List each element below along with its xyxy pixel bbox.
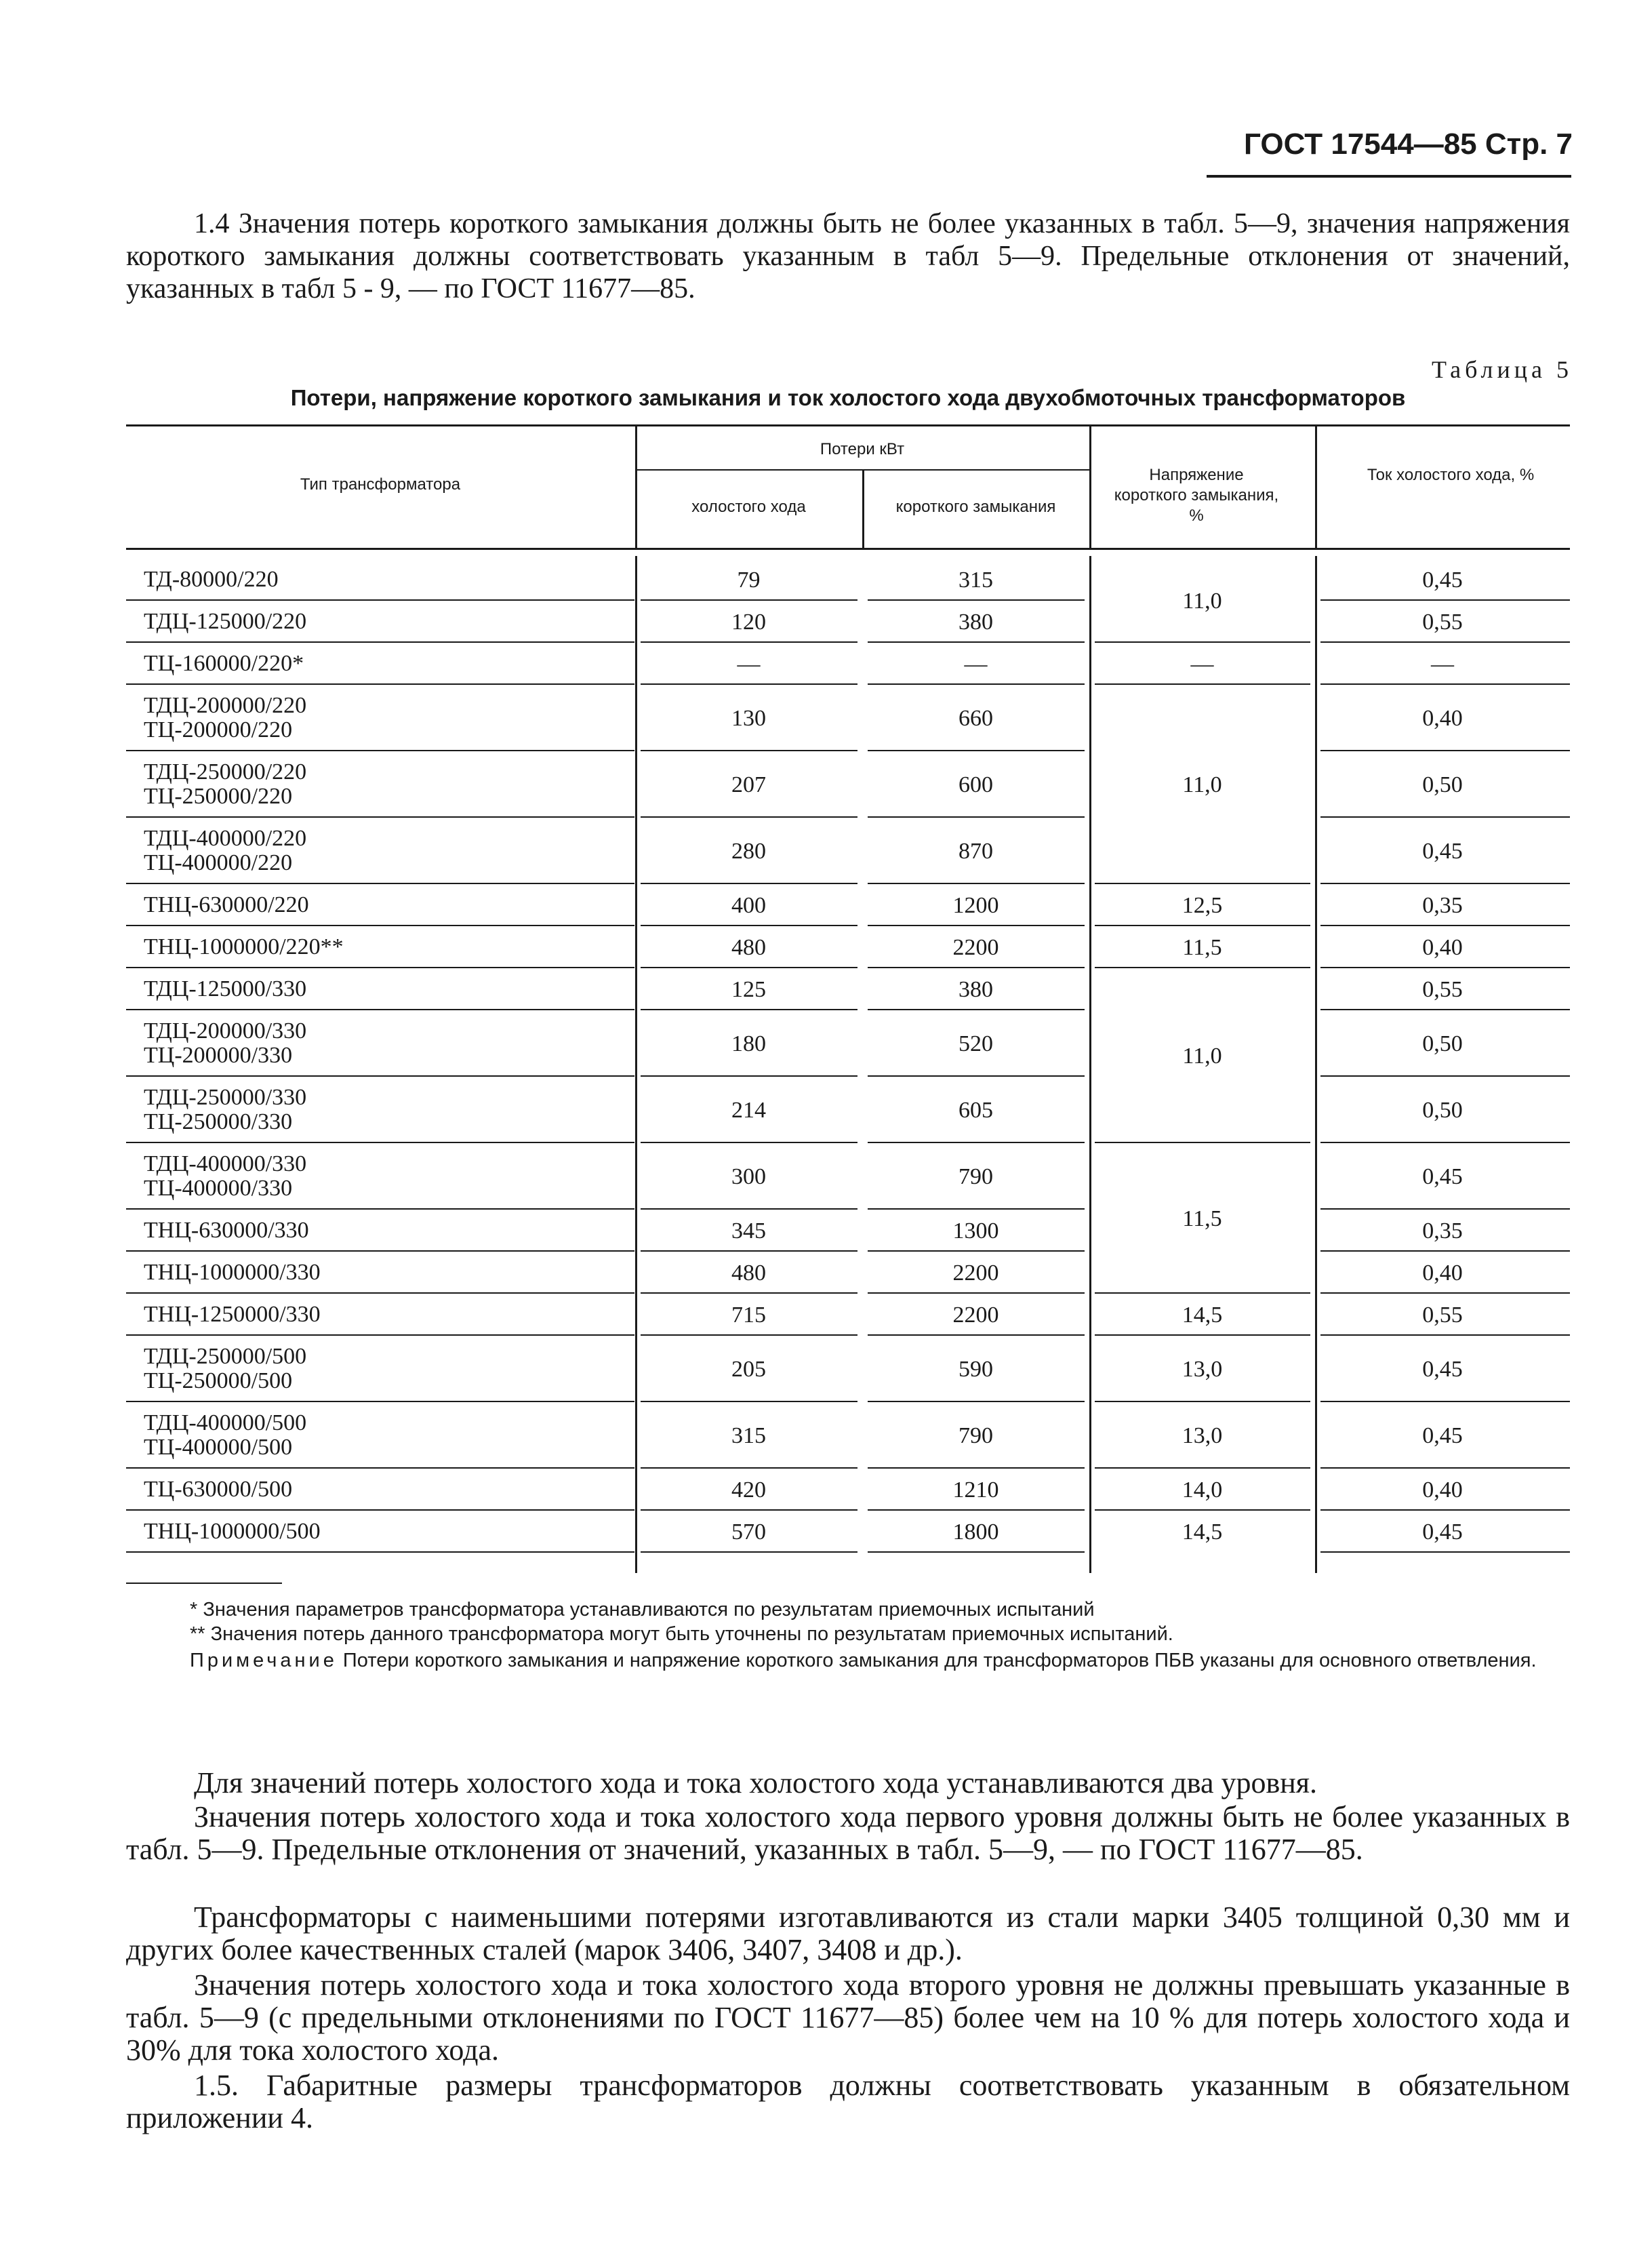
row-rule bbox=[1320, 1551, 1570, 1553]
row-type: ТНЦ-1000000/500 bbox=[144, 1519, 321, 1544]
row-short-loss: 380 bbox=[958, 977, 993, 1002]
row-rule bbox=[868, 1551, 1085, 1553]
row-rule bbox=[641, 1509, 857, 1511]
row-rule bbox=[126, 1142, 634, 1143]
row-rule bbox=[1320, 641, 1570, 643]
row-idle-current: 0,50 bbox=[1422, 772, 1463, 797]
page-header: ГОСТ 17544—85 Стр. 7 bbox=[1243, 127, 1573, 161]
row-short-loss: 600 bbox=[958, 772, 993, 797]
voltage-group-rule bbox=[1095, 1142, 1310, 1143]
header-rule bbox=[1207, 175, 1571, 178]
row-rule bbox=[868, 1401, 1085, 1402]
row-idle-loss: 180 bbox=[731, 1031, 766, 1056]
row-type: ТЦ-630000/500 bbox=[144, 1477, 293, 1502]
row-rule bbox=[126, 683, 634, 685]
row-idle-current: — bbox=[1431, 652, 1454, 677]
row-idle-current: 0,45 bbox=[1422, 1519, 1463, 1545]
row-voltage: 14,5 bbox=[1182, 1302, 1223, 1328]
row-rule bbox=[868, 816, 1085, 818]
header-divider-2 bbox=[862, 469, 864, 548]
row-voltage: 13,0 bbox=[1182, 1423, 1223, 1448]
row-rule bbox=[868, 925, 1085, 926]
row-type: ТДЦ-200000/330 bbox=[144, 1018, 307, 1043]
header-losses: Потери кВт bbox=[820, 440, 905, 458]
row-rule bbox=[641, 599, 857, 601]
row-idle-loss: 300 bbox=[731, 1164, 766, 1189]
voltage-group-rule bbox=[1095, 1401, 1310, 1402]
row-rule bbox=[1320, 1334, 1570, 1336]
row-short-loss: 1210 bbox=[952, 1477, 999, 1503]
row-type: ТДЦ-400000/500 bbox=[144, 1410, 307, 1435]
header-bottom-rule bbox=[126, 548, 1570, 550]
body-paragraph-1: Для значений потерь холостого хода и тока холостого хода устанавливаются два уровня. bbox=[194, 1766, 1318, 1799]
row-voltage: 13,0 bbox=[1182, 1357, 1223, 1382]
row-rule bbox=[1320, 1401, 1570, 1402]
row-rule bbox=[126, 1292, 634, 1294]
voltage-group-rule bbox=[1095, 883, 1310, 884]
row-rule bbox=[868, 750, 1085, 751]
voltage-group-rule bbox=[1095, 967, 1310, 968]
row-type: ТДЦ-400000/220 bbox=[144, 826, 307, 851]
voltage-group-rule bbox=[1095, 1509, 1310, 1511]
row-rule bbox=[641, 967, 857, 968]
header-voltage: Напряжение короткого замыкания, % bbox=[1114, 466, 1279, 525]
row-type: ТДЦ-250000/220 bbox=[144, 759, 307, 784]
row-rule bbox=[868, 1334, 1085, 1336]
row-rule bbox=[641, 816, 857, 818]
row-rule bbox=[1320, 1208, 1570, 1210]
row-rule bbox=[868, 1208, 1085, 1210]
header-type: Тип трансформатора bbox=[300, 475, 461, 494]
row-rule bbox=[641, 1551, 857, 1553]
row-voltage: 11,0 bbox=[1182, 772, 1222, 797]
row-type: ТНЦ-1000000/330 bbox=[144, 1260, 321, 1285]
row-idle-loss: 120 bbox=[731, 610, 766, 635]
row-rule bbox=[641, 683, 857, 685]
row-voltage: — bbox=[1190, 652, 1214, 677]
row-rule bbox=[1320, 1009, 1570, 1010]
row-rule bbox=[868, 1142, 1085, 1143]
row-idle-current: 0,45 bbox=[1422, 1423, 1463, 1448]
row-idle-current: 0,40 bbox=[1422, 1477, 1463, 1503]
row-rule bbox=[1320, 1142, 1570, 1143]
row-short-loss: 2200 bbox=[952, 1260, 999, 1286]
row-rule bbox=[641, 641, 857, 643]
row-type: ТЦ-400000/330 bbox=[144, 1176, 293, 1201]
row-idle-loss: 315 bbox=[731, 1423, 766, 1448]
row-rule bbox=[641, 1009, 857, 1010]
row-short-loss: 1200 bbox=[952, 893, 999, 918]
row-short-loss: 1800 bbox=[952, 1519, 999, 1545]
row-rule bbox=[641, 1334, 857, 1336]
row-rule bbox=[868, 967, 1085, 968]
body-paragraph-4: Значения потерь холостого хода и тока холостого хода второго уровня не должны превышать указанные в табл. 5—9 (с предельными отклонениями по ГОСТ 11677—85) более чем на 10 % для потерь холостого хода и 30% для тока холостого хода. bbox=[126, 1968, 1570, 2067]
voltage-group-rule bbox=[1095, 683, 1310, 685]
row-type: ТЦ-200000/330 bbox=[144, 1043, 293, 1068]
row-rule bbox=[126, 816, 634, 818]
row-idle-loss: 345 bbox=[731, 1218, 766, 1244]
row-rule bbox=[126, 967, 634, 968]
row-rule bbox=[868, 1509, 1085, 1511]
row-type: ТЦ-160000/220* bbox=[144, 651, 304, 676]
row-rule bbox=[1320, 1509, 1570, 1511]
row-short-loss: 2200 bbox=[952, 935, 999, 960]
row-rule bbox=[1320, 1250, 1570, 1252]
table-bottom-rule bbox=[126, 1583, 282, 1584]
row-rule bbox=[126, 1401, 634, 1402]
row-type: ТЦ-250000/330 bbox=[144, 1109, 293, 1134]
header-divider-1 bbox=[635, 424, 637, 548]
header-idle: холостого хода bbox=[691, 498, 806, 516]
row-rule bbox=[1320, 883, 1570, 884]
note-label: Примечание bbox=[190, 1650, 338, 1671]
row-rule bbox=[126, 1509, 634, 1511]
row-type: ТДЦ-125000/220 bbox=[144, 609, 307, 634]
row-voltage: 11,5 bbox=[1182, 935, 1222, 960]
intro-paragraph: 1.4 Значения потерь короткого замыкания должны быть не более указанных в табл. 5—9, значения напряжения короткого замыкания должны соответствовать указанным в табл 5—9. Предельные отклонения от значений, указанных в табл 5 - 9, — по ГОСТ 11677—85. bbox=[126, 208, 1570, 304]
table-note bbox=[190, 1649, 1570, 1672]
row-type: ТЦ-200000/220 bbox=[144, 717, 293, 742]
row-rule bbox=[1320, 1467, 1570, 1469]
row-idle-loss: 400 bbox=[731, 893, 766, 918]
row-idle-current: 0,45 bbox=[1422, 1357, 1463, 1382]
row-rule bbox=[1320, 1292, 1570, 1294]
row-idle-current: 0,35 bbox=[1422, 1218, 1463, 1244]
row-rule bbox=[868, 641, 1085, 643]
row-idle-current: 0,50 bbox=[1422, 1031, 1463, 1056]
voltage-group-rule bbox=[1095, 1292, 1310, 1294]
row-rule bbox=[641, 1401, 857, 1402]
row-rule bbox=[126, 1009, 634, 1010]
row-short-loss: 790 bbox=[958, 1164, 993, 1189]
row-type: ТДЦ-200000/220 bbox=[144, 693, 307, 718]
row-idle-current: 0,55 bbox=[1422, 977, 1463, 1002]
row-rule bbox=[868, 683, 1085, 685]
voltage-group-rule bbox=[1095, 1334, 1310, 1336]
row-rule bbox=[126, 1334, 634, 1336]
header-divider-3 bbox=[1089, 424, 1091, 548]
header-divider-4 bbox=[1315, 424, 1317, 548]
row-short-loss: 520 bbox=[958, 1031, 993, 1056]
row-rule bbox=[868, 1009, 1085, 1010]
body-paragraph-5: 1.5. Габаритные размеры трансформаторов должны соответствовать указанным в обязательном приложении 4. bbox=[126, 2069, 1570, 2134]
row-rule bbox=[126, 1467, 634, 1469]
row-short-loss: 590 bbox=[958, 1357, 993, 1382]
row-rule bbox=[126, 641, 634, 643]
row-rule bbox=[126, 883, 634, 884]
row-type: ТЦ-250000/220 bbox=[144, 784, 293, 809]
row-type: ТД-80000/220 bbox=[144, 567, 279, 592]
row-short-loss: 605 bbox=[958, 1098, 993, 1123]
note-text: Потери короткого замыкания и напряжение короткого замыкания для трансформаторов ПБВ указаны для основного ответвления. bbox=[342, 1650, 1537, 1671]
row-rule bbox=[641, 925, 857, 926]
row-type: ТДЦ-250000/500 bbox=[144, 1344, 307, 1369]
row-idle-current: 0,35 bbox=[1422, 893, 1463, 918]
row-rule bbox=[126, 750, 634, 751]
row-short-loss: 870 bbox=[958, 839, 993, 864]
row-idle-loss: 480 bbox=[731, 1260, 766, 1286]
row-rule bbox=[1320, 816, 1570, 818]
row-type: ТЦ-250000/500 bbox=[144, 1368, 293, 1393]
row-rule bbox=[868, 883, 1085, 884]
row-short-loss: 790 bbox=[958, 1423, 993, 1448]
table-title: Потери, напряжение короткого замыкания и ток холостого хода двухобмоточных трансформаторов bbox=[290, 385, 1406, 410]
row-idle-loss: 214 bbox=[731, 1098, 766, 1123]
row-rule bbox=[641, 1292, 857, 1294]
row-voltage: 14,0 bbox=[1182, 1477, 1223, 1503]
row-rule bbox=[641, 750, 857, 751]
row-short-loss: 2200 bbox=[952, 1302, 999, 1328]
row-type: ТНЦ-630000/330 bbox=[144, 1218, 309, 1243]
row-idle-loss: 280 bbox=[731, 839, 766, 864]
row-rule bbox=[1320, 750, 1570, 751]
row-rule bbox=[126, 1075, 634, 1077]
row-rule bbox=[1320, 925, 1570, 926]
row-type: ТЦ-400000/500 bbox=[144, 1435, 293, 1460]
row-type: ТДЦ-125000/330 bbox=[144, 976, 307, 1001]
row-rule bbox=[1320, 967, 1570, 968]
row-rule bbox=[641, 1208, 857, 1210]
row-rule bbox=[868, 599, 1085, 601]
row-rule bbox=[1320, 1075, 1570, 1077]
row-rule bbox=[641, 1142, 857, 1143]
row-voltage: 11,5 bbox=[1182, 1206, 1222, 1231]
row-idle-loss: 480 bbox=[731, 935, 766, 960]
row-short-loss: 380 bbox=[958, 610, 993, 635]
row-idle-current: 0,40 bbox=[1422, 706, 1463, 731]
body-paragraph-2: Значения потерь холостого хода и тока холостого хода первого уровня должны быть не более указанных в табл. 5—9. Предельные отклонения от значений, указанных в табл. 5—9, — по ГОСТ 11677—85. bbox=[126, 1800, 1570, 1866]
voltage-group-rule bbox=[1095, 641, 1310, 643]
row-type: ТНЦ-1000000/220** bbox=[144, 934, 344, 959]
row-voltage: 14,5 bbox=[1182, 1519, 1223, 1545]
row-idle-loss: 420 bbox=[731, 1477, 766, 1503]
row-short-loss: — bbox=[964, 652, 988, 677]
row-idle-loss: 130 bbox=[731, 706, 766, 731]
row-type: ТНЦ-630000/220 bbox=[144, 892, 309, 917]
row-idle-current: 0,45 bbox=[1422, 1164, 1463, 1189]
row-idle-current: 0,55 bbox=[1422, 1302, 1463, 1328]
row-idle-current: 0,45 bbox=[1422, 839, 1463, 864]
row-idle-current: 0,40 bbox=[1422, 1260, 1463, 1286]
voltage-group-rule bbox=[1095, 925, 1310, 926]
table-number: Таблица 5 bbox=[1432, 356, 1573, 383]
row-idle-loss: 570 bbox=[731, 1519, 766, 1545]
row-idle-loss: 205 bbox=[731, 1357, 766, 1382]
row-idle-current: 0,50 bbox=[1422, 1098, 1463, 1123]
row-rule bbox=[1320, 599, 1570, 601]
row-idle-current: 0,55 bbox=[1422, 610, 1463, 635]
row-type: ТНЦ-1250000/330 bbox=[144, 1302, 321, 1327]
row-type: ТЦ-400000/220 bbox=[144, 850, 293, 875]
body-paragraph-3: Трансформаторы с наименьшими потерями изготавливаются из стали марки 3405 толщиной 0,30 мм и других более качественных сталей (марок 3406, 3407, 3408 и др.). bbox=[126, 1901, 1570, 1966]
row-type: ТДЦ-250000/330 bbox=[144, 1085, 307, 1110]
row-rule bbox=[641, 883, 857, 884]
row-rule bbox=[126, 925, 634, 926]
header-short: короткого замыкания bbox=[895, 498, 1056, 516]
header-current: Ток холостого хода, % bbox=[1367, 466, 1535, 484]
row-rule bbox=[126, 1551, 634, 1553]
footnote-2: ** Значения потерь данного трансформатора могут быть уточнены по результатам приемочных испытаний. bbox=[190, 1623, 1173, 1645]
row-short-loss: 660 bbox=[958, 706, 993, 731]
row-rule bbox=[1320, 683, 1570, 685]
footnote-1: * Значения параметров трансформатора устанавливаются по результатам приемочных испытаний bbox=[190, 1599, 1095, 1620]
row-rule bbox=[868, 1250, 1085, 1252]
row-idle-loss: 79 bbox=[737, 568, 761, 593]
row-rule bbox=[126, 1250, 634, 1252]
row-rule bbox=[126, 599, 634, 601]
row-idle-loss: 207 bbox=[731, 772, 766, 797]
voltage-group-rule bbox=[1095, 1467, 1310, 1469]
row-short-loss: 315 bbox=[958, 568, 993, 593]
row-rule bbox=[641, 1250, 857, 1252]
row-idle-loss: 715 bbox=[731, 1302, 766, 1328]
row-idle-current: 0,40 bbox=[1422, 935, 1463, 960]
row-rule bbox=[641, 1467, 857, 1469]
row-idle-loss: 125 bbox=[731, 977, 766, 1002]
row-rule bbox=[868, 1292, 1085, 1294]
row-voltage: 11,0 bbox=[1182, 589, 1222, 614]
row-rule bbox=[126, 1208, 634, 1210]
row-type: ТДЦ-400000/330 bbox=[144, 1151, 307, 1176]
row-voltage: 12,5 bbox=[1182, 893, 1223, 918]
row-idle-loss: — bbox=[737, 652, 761, 677]
row-idle-current: 0,45 bbox=[1422, 568, 1463, 593]
row-short-loss: 1300 bbox=[952, 1218, 999, 1244]
row-rule bbox=[868, 1467, 1085, 1469]
row-voltage: 11,0 bbox=[1182, 1043, 1222, 1069]
row-rule bbox=[641, 1075, 857, 1077]
table-top-rule bbox=[126, 424, 1570, 426]
row-rule bbox=[868, 1075, 1085, 1077]
